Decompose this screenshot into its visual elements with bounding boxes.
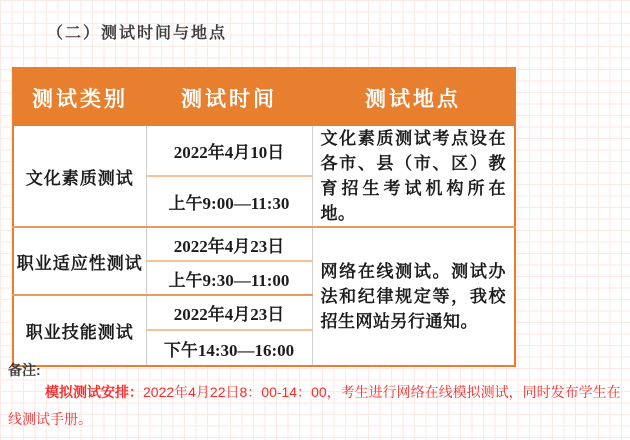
test-schedule-table (12, 67, 516, 367)
column-header-location: 测试地点 (312, 68, 515, 126)
cell-category-aptitude: 职业适应性测试 (13, 227, 146, 295)
cell-category-skills: 职业技能测试 (13, 295, 146, 366)
notes-label: 备注: (8, 362, 41, 378)
cell-date-aptitude: 2022年4月23日 (146, 227, 312, 261)
cell-location-culture: 文化素质测试考点设在各市、县（市、区）教育招生考试机构所在地。 (312, 126, 515, 227)
section-heading: （二）测试时间与地点 (47, 25, 228, 42)
table-row (13, 126, 515, 176)
note-body: 2022年4月22日8：00-14：00，考生进行网络在线模拟测试，同时发布学生在线测试手册。 (8, 384, 621, 427)
cell-time-culture: 上午9:00—11:30 (146, 176, 312, 227)
note-highlight: 模拟测试安排： (45, 384, 143, 400)
table-row (13, 227, 515, 261)
column-header-time: 测试时间 (146, 68, 312, 126)
cell-location-online-merged: 网络在线测试。测试办法和纪律规定等，我校招生网站另行通知。 (320, 262, 506, 331)
column-header-category: 测试类别 (13, 68, 146, 126)
cell-time-aptitude: 上午9:30—11:00 (146, 261, 312, 295)
note-paragraph (8, 379, 624, 433)
cell-date-skills: 2022年4月23日 (146, 295, 312, 330)
cell-date-culture: 2022年4月10日 (146, 126, 312, 176)
table-header-row (13, 68, 515, 126)
cell-category-culture: 文化素质测试 (13, 126, 146, 227)
cell-time-skills: 下午14:30—16:00 (146, 330, 312, 366)
